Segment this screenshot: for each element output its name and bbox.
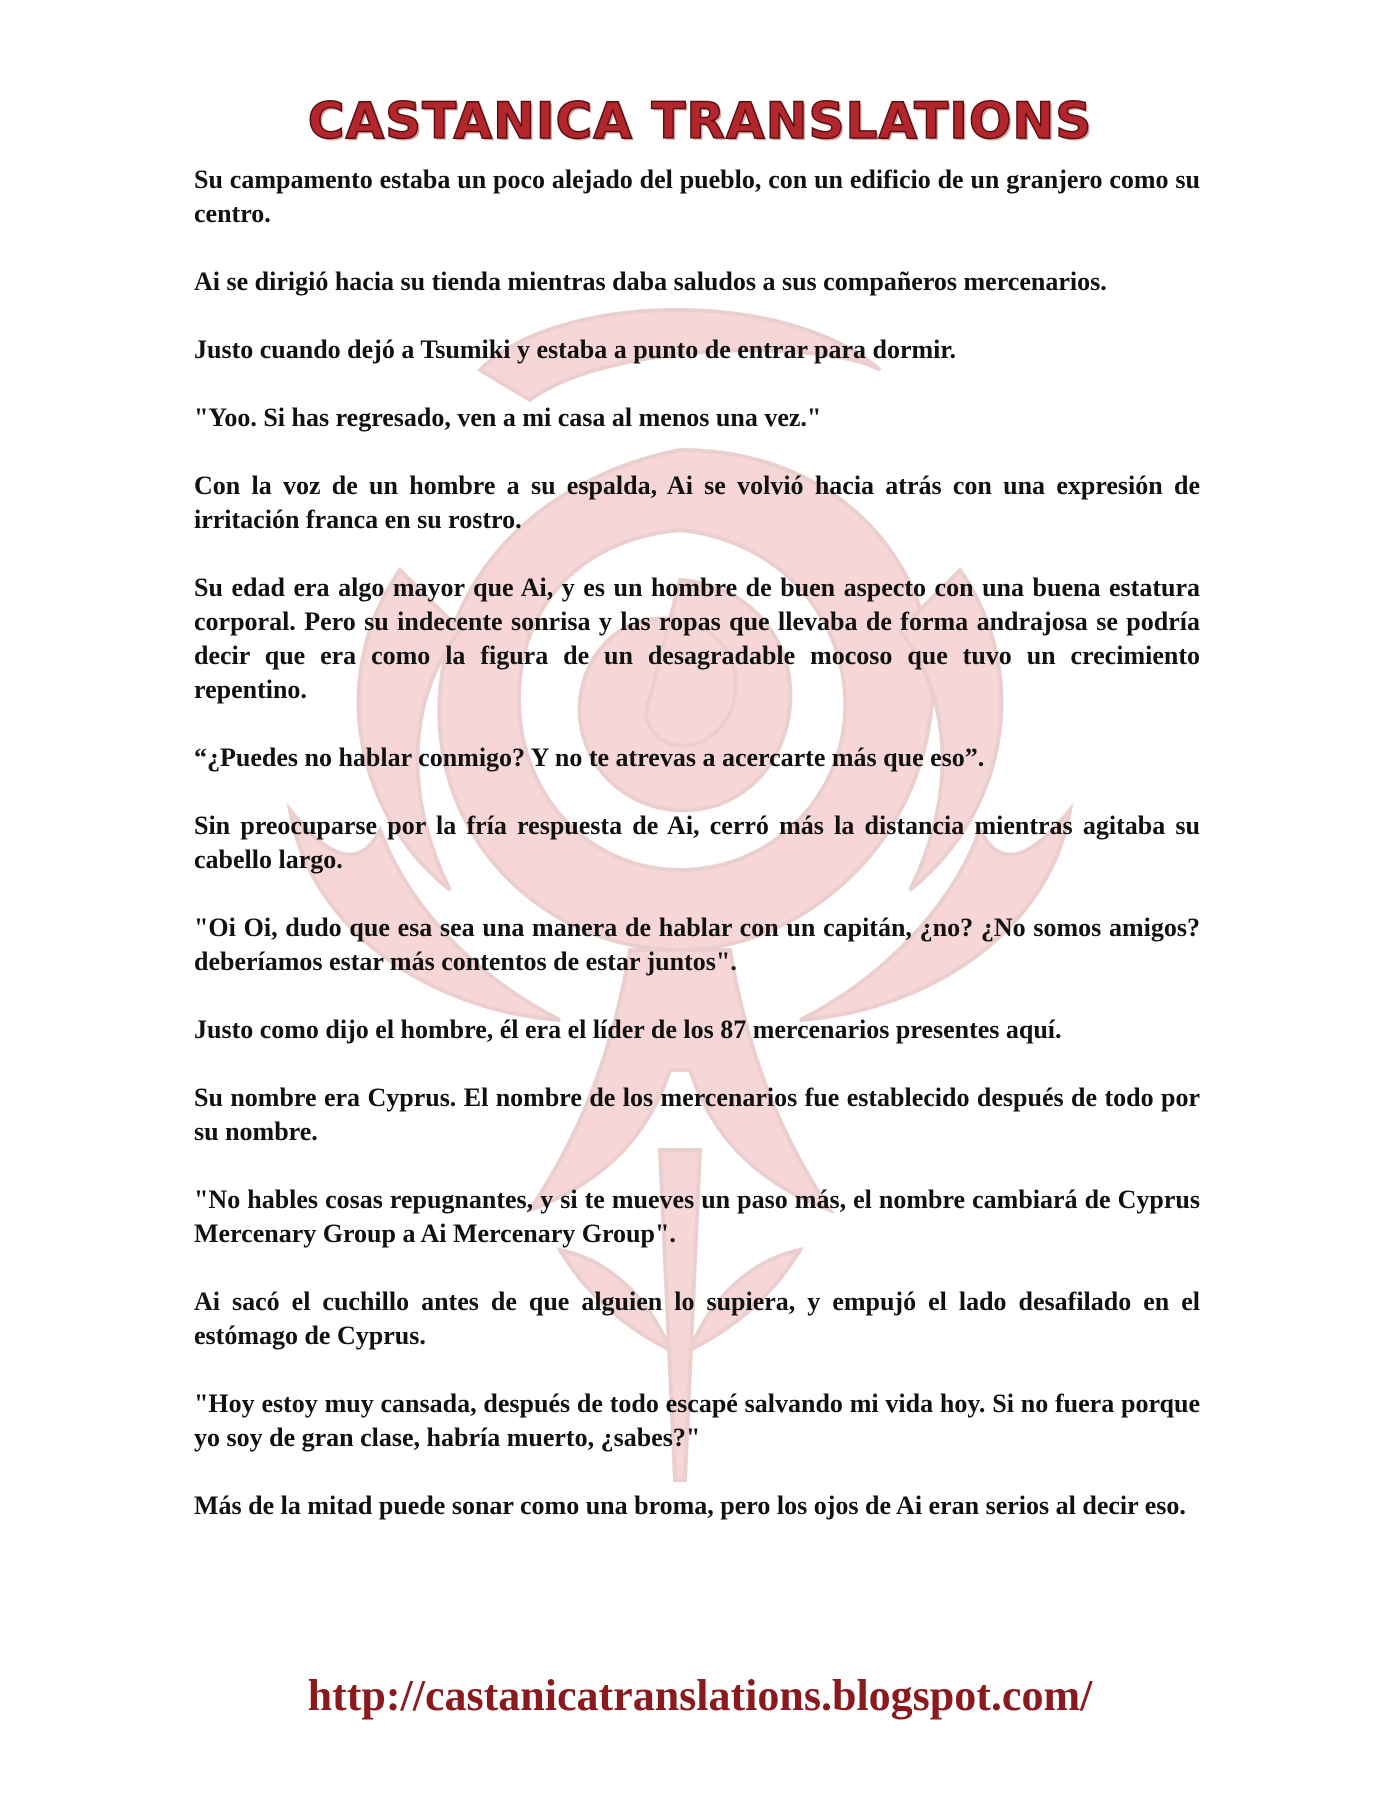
paragraph: “¿Puedes no hablar conmigo? Y no te atrevas a acercarte más que eso”. xyxy=(194,743,985,772)
paragraph: "No hables cosas repugnantes, y si te mueves un paso más, el nombre cambiará de Cyprus Mercenary Group a Ai Mercenary Group". xyxy=(194,1185,1200,1248)
paragraph: Su edad era algo mayor que Ai, y es un hombre de buen aspecto con una buena estatura corporal. Pero su indecente sonrisa y las ropas que llevaba de forma andrajosa se podría decir que era como la figura de un desagradable mocoso que tuvo un crecimiento repentino. xyxy=(194,573,1200,704)
paragraph: Con la voz de un hombre a su espalda, Ai se volvió hacia atrás con una expresión de irritación franca en su rostro. xyxy=(194,471,1200,534)
blog-url-link[interactable]: http://castanicatranslations.blogspot.com/ xyxy=(307,1671,1093,1720)
paragraph: "Hoy estoy muy cansada, después de todo escapé salvando mi vida hoy. Si no fuera porque yo soy de gran clase, habría muerto, ¿sabes?" xyxy=(194,1389,1200,1452)
paragraph: "Oi Oi, dudo que esa sea una manera de hablar con un capitán, ¿no? ¿No somos amigos? deberíamos estar más contentos de estar juntos". xyxy=(194,913,1200,976)
paragraph: Sin preocuparse por la fría respuesta de Ai, cerró más la distancia mientras agitaba su cabello largo. xyxy=(194,811,1200,874)
paragraph: Su campamento estaba un poco alejado del pueblo, con un edificio de un granjero como su centro. xyxy=(194,165,1200,228)
document-body xyxy=(194,163,1200,1557)
paragraph: Justo cuando dejó a Tsumiki y estaba a punto de entrar para dormir. xyxy=(194,335,957,364)
paragraph: "Yoo. Si has regresado, ven a mi casa al menos una vez." xyxy=(194,403,822,432)
paragraph: Justo como dijo el hombre, él era el líder de los 87 mercenarios presentes aquí. xyxy=(194,1015,1062,1044)
site-title: CASTANICA TRANSLATIONS xyxy=(307,92,1093,150)
paragraph: Su nombre era Cyprus. El nombre de los mercenarios fue establecido después de todo por su nombre. xyxy=(194,1083,1200,1146)
paragraph: Ai sacó el cuchillo antes de que alguien lo supiera, y empujó el lado desafilado en el estómago de Cyprus. xyxy=(194,1287,1200,1350)
paragraph: Ai se dirigió hacia su tienda mientras daba saludos a sus compañeros mercenarios. xyxy=(194,267,1107,296)
paragraph: Más de la mitad puede sonar como una broma, pero los ojos de Ai eran serios al decir eso. xyxy=(194,1491,1186,1520)
